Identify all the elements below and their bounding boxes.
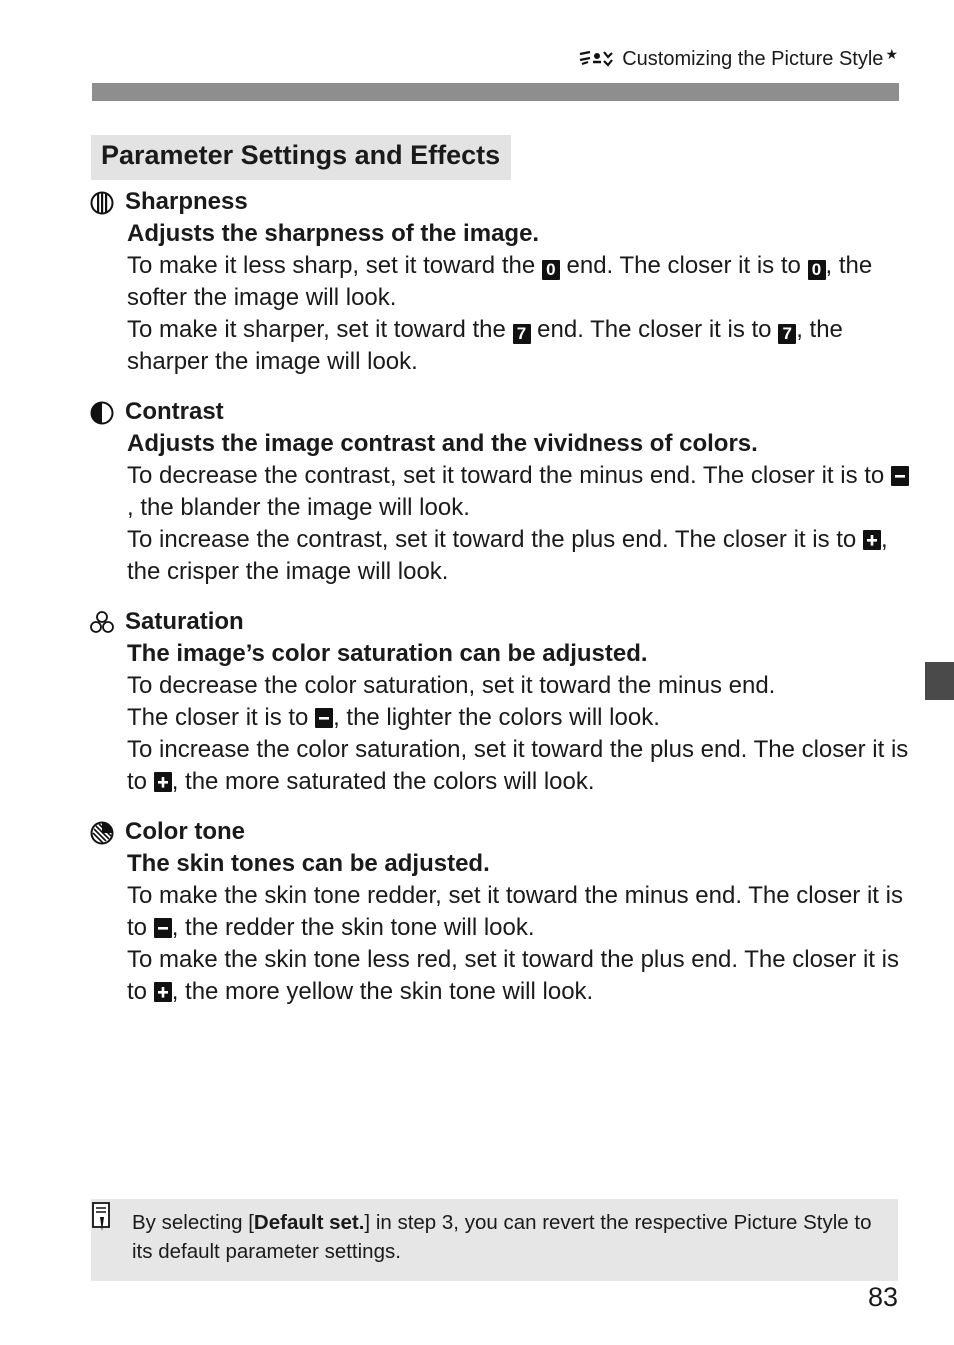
- param-desc-less: To make it less sharp, set it toward the 0 end. The closer it is to 0 , the softer the image will look.: [127, 252, 873, 311]
- header-title: Customizing the Picture Style: [622, 48, 884, 70]
- param-name: Sharpness: [125, 188, 248, 215]
- color-tone-icon: [89, 819, 115, 845]
- default-set-label: Default set.: [253, 1211, 365, 1234]
- chapter-tab: [925, 662, 954, 700]
- sharpness-icon: [89, 189, 115, 215]
- param-desc-increase: To increase the contrast, set it toward the plus end. The closer it is to , the crisper the image will look.: [127, 526, 888, 585]
- param-saturation: [89, 606, 909, 798]
- param-name: Color tone: [125, 818, 245, 845]
- param-desc-decrease: To decrease the contrast, set it toward the minus end. The closer it is to , the blander the image will look.: [127, 460, 909, 524]
- value-max-glyph: 7: [778, 324, 796, 344]
- plus-icon: [154, 772, 172, 792]
- param-desc-decrease-effect: The closer it is to , the lighter the colors will look.: [127, 704, 660, 731]
- param-desc-more: To make it sharper, set it toward the 7 end. The closer it is to 7 , the sharper the image will look.: [127, 316, 843, 375]
- plus-icon: [154, 982, 172, 1002]
- contrast-icon: [89, 399, 115, 425]
- param-desc-redder: To make the skin tone redder, set it toward the minus end. The closer it is to , the redder the skin tone will look.: [127, 882, 903, 941]
- param-name: Saturation: [125, 608, 244, 635]
- param-desc-increase: To increase the color saturation, set it toward the plus end. The closer it is to , the more saturated the colors will look.: [127, 736, 909, 795]
- picture-style-icon: [578, 48, 614, 68]
- param-name: Contrast: [125, 398, 224, 425]
- page-number: 83: [867, 1282, 898, 1312]
- param-lead: The image’s color saturation can be adjusted.: [127, 640, 648, 667]
- plus-icon: [863, 530, 881, 550]
- minus-icon: [891, 466, 909, 486]
- param-color-tone: [89, 816, 909, 1008]
- saturation-icon: [89, 609, 115, 635]
- param-desc-yellower: To make the skin tone less red, set it toward the plus end. The closer it is to , the more yellow the skin tone will look.: [127, 946, 899, 1005]
- memo-icon: [91, 1201, 115, 1233]
- value-max-glyph: 7: [513, 324, 531, 344]
- note-box: [91, 1199, 898, 1281]
- header-rule: [92, 83, 899, 101]
- minus-icon: [154, 918, 172, 938]
- value-min-glyph: 0: [808, 260, 826, 280]
- param-lead: The skin tones can be adjusted.: [127, 850, 490, 877]
- param-desc-decrease: To decrease the color saturation, set it toward the minus end.: [127, 672, 776, 699]
- minus-icon: [315, 708, 333, 728]
- section-title: Parameter Settings and Effects: [91, 135, 511, 180]
- running-header: [578, 48, 898, 71]
- param-contrast: [89, 396, 909, 588]
- param-lead: Adjusts the image contrast and the vividness of colors.: [127, 430, 758, 457]
- header-star: ★: [885, 46, 898, 62]
- param-sharpness: [89, 186, 909, 378]
- param-lead: Adjusts the sharpness of the image.: [127, 220, 540, 247]
- note-text: By selecting [Default set.] in step 3, you can revert the respective Picture Style to its default parameter settings.: [132, 1211, 872, 1263]
- value-min-glyph: 0: [542, 260, 560, 280]
